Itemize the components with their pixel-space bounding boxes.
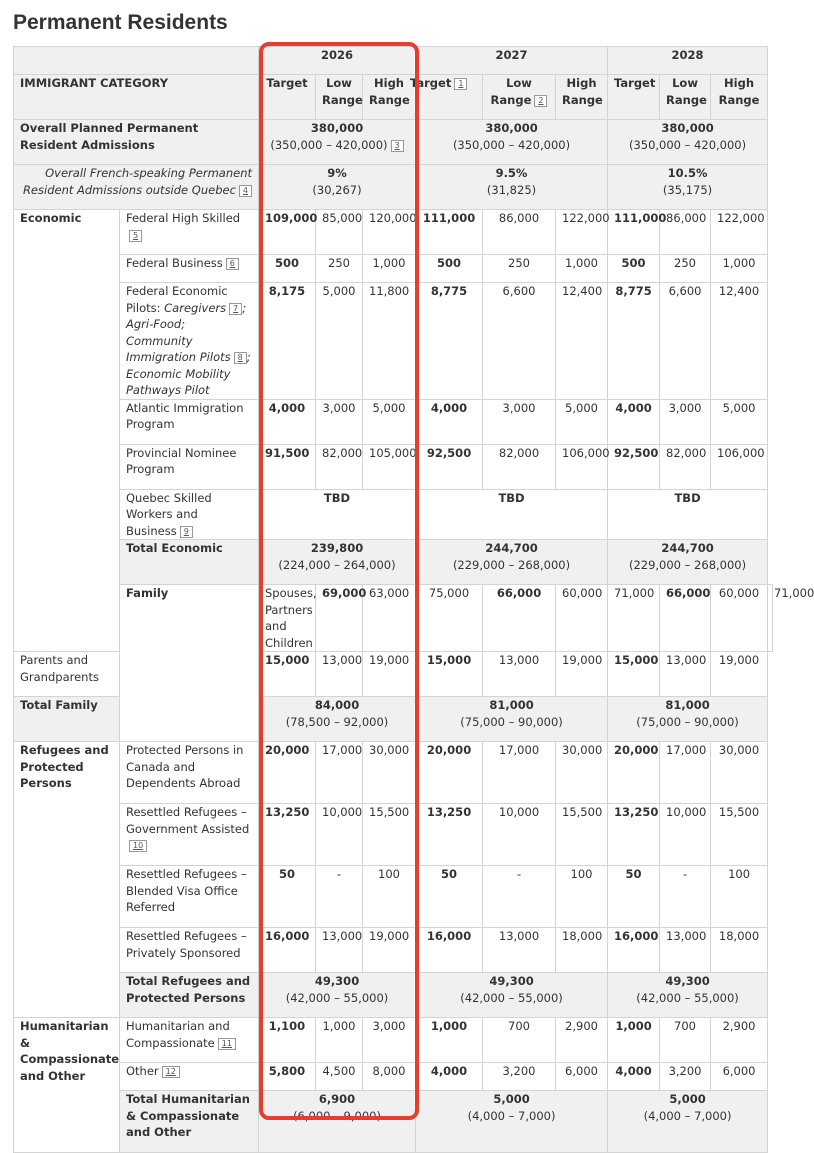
target-cell: 50 [608, 866, 660, 928]
target-header [410, 75, 483, 120]
target-cell: 91,500 [259, 444, 316, 489]
target-cell: 8,775 [608, 283, 660, 400]
total-2027 [416, 1091, 608, 1153]
table-row [14, 210, 773, 255]
low-cell: - [316, 866, 363, 928]
high-cell: 75,000 [416, 585, 483, 652]
overall-row [14, 120, 773, 165]
value-range: (350,000 – 420,000) [452, 137, 571, 152]
value-range: (31,825) [486, 182, 537, 197]
table-row [14, 928, 773, 973]
value-range: (4,000 – 7,000) [467, 1108, 556, 1123]
high-cell: 1,000 [711, 255, 768, 283]
low-cell: 3,000 [316, 399, 363, 444]
row-label [120, 489, 259, 540]
low-cell: 4,500 [316, 1063, 363, 1091]
footnote-link[interactable]: 12 [162, 1066, 180, 1078]
low-cell: 85,000 [316, 210, 363, 255]
low-cell: 5,000 [316, 283, 363, 400]
target-cell: 15,000 [608, 652, 660, 697]
low-cell: 3,000 [483, 399, 556, 444]
total-2026 [259, 973, 416, 1018]
high-cell: 8,000 [363, 1063, 416, 1091]
french-label-text: Overall French-speaking Permanent Resident Admissions outside Quebec [22, 166, 252, 197]
value-main: 5,000 [669, 1092, 706, 1106]
low-cell: 13,000 [660, 928, 711, 973]
page-title: Permanent Residents [13, 11, 228, 34]
table-row [14, 444, 773, 489]
target-cell: 4,000 [608, 1063, 660, 1091]
high-cell: 6,000 [711, 1063, 768, 1091]
low-cell: 86,000 [483, 210, 556, 255]
row-label-text: Resettled Refugees – Government Assisted [126, 805, 250, 836]
low-cell: 63,000 [363, 585, 416, 652]
total-row [14, 540, 773, 585]
row-label-text: Quebec Skilled Workers and Business [126, 490, 212, 538]
value-range: (4,000 – 7,000) [643, 1108, 732, 1123]
row-label [120, 1063, 259, 1091]
target-cell: 111,000 [416, 210, 483, 255]
group-economic: Economic [14, 210, 120, 652]
french-2026 [259, 165, 416, 210]
group-family: Family [120, 585, 259, 742]
year-header: 2027 [416, 47, 608, 75]
table-row [14, 742, 773, 804]
low-cell: 60,000 [556, 585, 608, 652]
high-cell: 15,500 [711, 804, 768, 866]
row-label [120, 1018, 259, 1063]
row-label-text: Federal High Skilled [126, 211, 241, 225]
table-row [14, 255, 773, 283]
low-cell: 13,000 [316, 928, 363, 973]
high-cell: 120,000 [363, 210, 416, 255]
footnote-link[interactable]: 5 [129, 230, 142, 242]
target-cell: 109,000 [259, 210, 316, 255]
high-cell: 122,000 [556, 210, 608, 255]
low-range-header: Low Range [316, 75, 363, 120]
target-cell: 4,000 [608, 399, 660, 444]
low-cell: 3,200 [483, 1063, 556, 1091]
footnote-link[interactable]: 2 [534, 95, 547, 107]
row-label-italic: Caregivers [164, 300, 227, 315]
target-cell: 13,250 [416, 804, 483, 866]
target-cell: 1,000 [416, 1018, 483, 1063]
total-label: Total Family [14, 697, 120, 742]
tbd-cell: TBD [608, 489, 768, 540]
table-row [14, 1063, 773, 1091]
high-range-header: High Range [711, 75, 768, 120]
low-cell: 10,000 [483, 804, 556, 866]
high-cell: 19,000 [363, 652, 416, 697]
value-main: 9.5% [495, 166, 528, 180]
footnote-link[interactable]: 3 [391, 140, 404, 152]
table-row [14, 283, 773, 400]
total-2028 [608, 973, 768, 1018]
target-header: Target [608, 75, 660, 120]
row-label [120, 283, 259, 400]
low-cell: 3,000 [660, 399, 711, 444]
low-cell: 1,000 [316, 1018, 363, 1063]
total-row [14, 973, 773, 1018]
total-label: Total Economic [120, 540, 259, 585]
low-cell: 6,600 [660, 283, 711, 400]
target-cell: 50 [259, 866, 316, 928]
target-cell: 13,250 [259, 804, 316, 866]
high-cell: 15,500 [556, 804, 608, 866]
total-2026 [259, 540, 416, 585]
high-cell: 12,400 [556, 283, 608, 400]
target-header: Target [259, 75, 316, 120]
value-main: 380,000 [661, 121, 714, 135]
overall-2026 [259, 120, 416, 165]
target-cell: 4,000 [259, 399, 316, 444]
total-row [14, 1091, 773, 1153]
value-main: 49,300 [314, 974, 360, 988]
overall-2027 [416, 120, 608, 165]
target-cell: 1,100 [259, 1018, 316, 1063]
target-cell: 4,000 [416, 399, 483, 444]
low-cell: 6,600 [483, 283, 556, 400]
target-cell: 16,000 [608, 928, 660, 973]
low-cell: 17,000 [660, 742, 711, 804]
total-2026 [259, 1091, 416, 1153]
table-row [14, 585, 773, 652]
total-2028 [608, 540, 768, 585]
low-cell: - [483, 866, 556, 928]
value-main: 6,900 [318, 1092, 356, 1106]
high-cell: 71,000 [608, 585, 660, 652]
value-range: (75,000 – 90,000) [636, 714, 739, 729]
target-cell: 500 [416, 255, 483, 283]
target-cell: 8,775 [416, 283, 483, 400]
footnote-link[interactable]: 11 [218, 1038, 236, 1050]
target-cell: 69,000 [316, 585, 363, 652]
row-label-text: Federal Business [126, 256, 223, 270]
french-2028 [608, 165, 768, 210]
high-cell: 30,000 [711, 742, 768, 804]
value-main: 49,300 [665, 974, 710, 988]
row-label: Protected Persons in Canada and Dependents Abroad [120, 742, 259, 804]
high-cell: 1,000 [556, 255, 608, 283]
tbd-cell: TBD [416, 489, 608, 540]
high-cell: 5,000 [711, 399, 768, 444]
target-cell: 15,000 [416, 652, 483, 697]
value-main: 244,700 [485, 541, 538, 555]
high-cell: 1,000 [363, 255, 416, 283]
target-cell: 66,000 [660, 585, 711, 652]
value-range: (224,000 – 264,000) [278, 557, 396, 572]
value-main: 9% [327, 166, 347, 180]
high-cell: 18,000 [711, 928, 768, 973]
footnote-link[interactable]: 10 [129, 840, 147, 852]
value-range: (78,500 – 92,000) [285, 714, 389, 729]
value-range: (229,000 – 268,000) [452, 557, 571, 572]
target-cell: 15,000 [259, 652, 316, 697]
value-range: (42,000 – 55,000) [285, 990, 389, 1005]
table-row [14, 399, 773, 444]
low-cell: 86,000 [660, 210, 711, 255]
row-label [120, 804, 259, 866]
target-cell: 4,000 [416, 1063, 483, 1091]
overall-label: Overall Planned Permanent Resident Admissions [14, 120, 259, 165]
table-row [14, 489, 773, 540]
high-cell: 5,000 [363, 399, 416, 444]
footnote-link[interactable]: 7 [229, 303, 242, 315]
high-cell: 30,000 [556, 742, 608, 804]
target-cell: 111,000 [608, 210, 660, 255]
high-cell: 105,000 [363, 444, 416, 489]
high-cell: 100 [363, 866, 416, 928]
year-header: 2028 [608, 47, 768, 75]
total-2028 [608, 697, 768, 742]
low-range-header [483, 75, 556, 120]
footnote-link[interactable]: 1 [454, 78, 467, 90]
low-cell: 10,000 [316, 804, 363, 866]
high-range-header: High Range [556, 75, 608, 120]
row-label-italic: ; Agri-Food; Community Immigration Pilots [126, 300, 247, 364]
value-main: 81,000 [489, 698, 534, 712]
row-label-italic: ; Economic Mobility Pathways Pilot [126, 350, 251, 397]
target-cell: 50 [416, 866, 483, 928]
high-cell: 11,800 [363, 283, 416, 400]
footnote-link[interactable]: 6 [226, 258, 239, 270]
target-cell: 16,000 [416, 928, 483, 973]
permanent-residents-table [13, 46, 814, 1153]
footnote-link[interactable]: 8 [234, 352, 247, 364]
row-label: Resettled Refugees – Privately Sponsored [120, 928, 259, 973]
header-blank [14, 47, 259, 75]
value-main: 239,800 [310, 541, 364, 555]
high-range-header: High Range [363, 75, 416, 120]
high-cell: 106,000 [711, 444, 768, 489]
high-cell: 12,400 [711, 283, 768, 400]
high-cell: 106,000 [556, 444, 608, 489]
low-cell: 82,000 [316, 444, 363, 489]
low-cell: 60,000 [711, 585, 768, 652]
high-cell: 19,000 [711, 652, 768, 697]
row-label-text: Federal Economic Pilots: [126, 284, 228, 315]
header-row-sub [14, 75, 773, 120]
value-main: 84,000 [314, 698, 360, 712]
value-main: 380,000 [310, 121, 364, 135]
footnote-link[interactable]: 9 [180, 526, 193, 538]
french-row [14, 165, 773, 210]
low-cell: 17,000 [316, 742, 363, 804]
target-cell: 1,000 [608, 1018, 660, 1063]
value-main: 49,300 [489, 974, 534, 988]
header-row-years [14, 47, 773, 75]
row-label-text: Other [126, 1064, 159, 1078]
low-cell: 250 [483, 255, 556, 283]
table-row [14, 1018, 773, 1063]
value-main: 5,000 [493, 1092, 530, 1106]
row-label: Parents and Grandparents [14, 652, 120, 697]
row-label: Spouses, Partners and Children [259, 585, 316, 652]
high-cell: 19,000 [556, 652, 608, 697]
row-label-text: Humanitarian and Compassionate [126, 1019, 230, 1050]
total-2027 [416, 697, 608, 742]
target-label: Target [410, 76, 452, 90]
year-header: 2026 [259, 47, 416, 75]
row-label: Atlantic Immigration Program [120, 399, 259, 444]
table-row [14, 866, 773, 928]
target-cell: 20,000 [416, 742, 483, 804]
row-label [120, 255, 259, 283]
total-2027 [416, 540, 608, 585]
value-main: 81,000 [665, 698, 710, 712]
low-cell: 10,000 [660, 804, 711, 866]
low-cell: 700 [483, 1018, 556, 1063]
target-cell: 20,000 [608, 742, 660, 804]
low-cell: 3,200 [660, 1063, 711, 1091]
target-cell: 500 [259, 255, 316, 283]
value-range: (30,267) [312, 182, 362, 197]
target-cell: 20,000 [259, 742, 316, 804]
high-cell: 2,900 [711, 1018, 768, 1063]
target-cell: 92,500 [416, 444, 483, 489]
target-cell: 92,500 [608, 444, 660, 489]
group-refugees: Refugees and Protected Persons [14, 742, 120, 1018]
category-header: IMMIGRANT CATEGORY [14, 75, 259, 120]
high-cell: 6,000 [556, 1063, 608, 1091]
low-range-header: Low Range [660, 75, 711, 120]
row-label [120, 210, 259, 255]
row-label: Provincial Nominee Program [120, 444, 259, 489]
table-row [14, 804, 773, 866]
high-cell: 15,500 [363, 804, 416, 866]
value-range: (35,175) [662, 182, 713, 197]
total-label: Total Refugees and Protected Persons [120, 973, 259, 1018]
low-cell: 17,000 [483, 742, 556, 804]
low-cell: 13,000 [660, 652, 711, 697]
value-range: (350,000 – 420,000) [628, 137, 747, 152]
value-range: (350,000 – 420,000) [270, 137, 388, 152]
low-range-label: Low Range [490, 76, 532, 107]
high-cell: 18,000 [556, 928, 608, 973]
french-label [14, 165, 259, 210]
total-2028 [608, 1091, 768, 1153]
target-cell: 500 [608, 255, 660, 283]
low-cell: 13,000 [316, 652, 363, 697]
value-main: 380,000 [485, 121, 538, 135]
low-cell: - [660, 866, 711, 928]
low-cell: 700 [660, 1018, 711, 1063]
value-range: (42,000 – 55,000) [460, 990, 563, 1005]
total-2026 [259, 697, 416, 742]
target-cell: 13,250 [608, 804, 660, 866]
value-range: (229,000 – 268,000) [628, 557, 747, 572]
high-cell: 2,900 [556, 1018, 608, 1063]
overall-2028 [608, 120, 768, 165]
high-cell: 19,000 [363, 928, 416, 973]
group-humanitarian: Humanitarian & Compassionate and Other [14, 1018, 120, 1153]
low-cell: 82,000 [660, 444, 711, 489]
low-cell: 82,000 [483, 444, 556, 489]
high-cell: 30,000 [363, 742, 416, 804]
high-cell: 100 [556, 866, 608, 928]
row-label: Resettled Refugees – Blended Visa Office Referred [120, 866, 259, 928]
value-main: 10.5% [667, 166, 708, 180]
low-cell: 250 [316, 255, 363, 283]
target-cell: 16,000 [259, 928, 316, 973]
french-2027 [416, 165, 608, 210]
high-cell: 71,000 [768, 585, 773, 652]
high-cell: 100 [711, 866, 768, 928]
high-cell: 3,000 [363, 1018, 416, 1063]
footnote-link[interactable]: 4 [239, 185, 252, 197]
low-cell: 250 [660, 255, 711, 283]
high-cell: 5,000 [556, 399, 608, 444]
target-cell: 8,175 [259, 283, 316, 400]
low-cell: 13,000 [483, 652, 556, 697]
total-label: Total Humanitarian & Compassionate and Other [120, 1091, 259, 1153]
value-range: (75,000 – 90,000) [460, 714, 563, 729]
high-cell: 122,000 [711, 210, 768, 255]
target-cell: 5,800 [259, 1063, 316, 1091]
value-range: (6,000 – 9,000) [293, 1108, 381, 1123]
target-cell: 66,000 [483, 585, 556, 652]
value-range: (42,000 – 55,000) [636, 990, 739, 1005]
tbd-cell: TBD [259, 489, 416, 540]
low-cell: 13,000 [483, 928, 556, 973]
total-2027 [416, 973, 608, 1018]
value-main: 244,700 [661, 541, 714, 555]
